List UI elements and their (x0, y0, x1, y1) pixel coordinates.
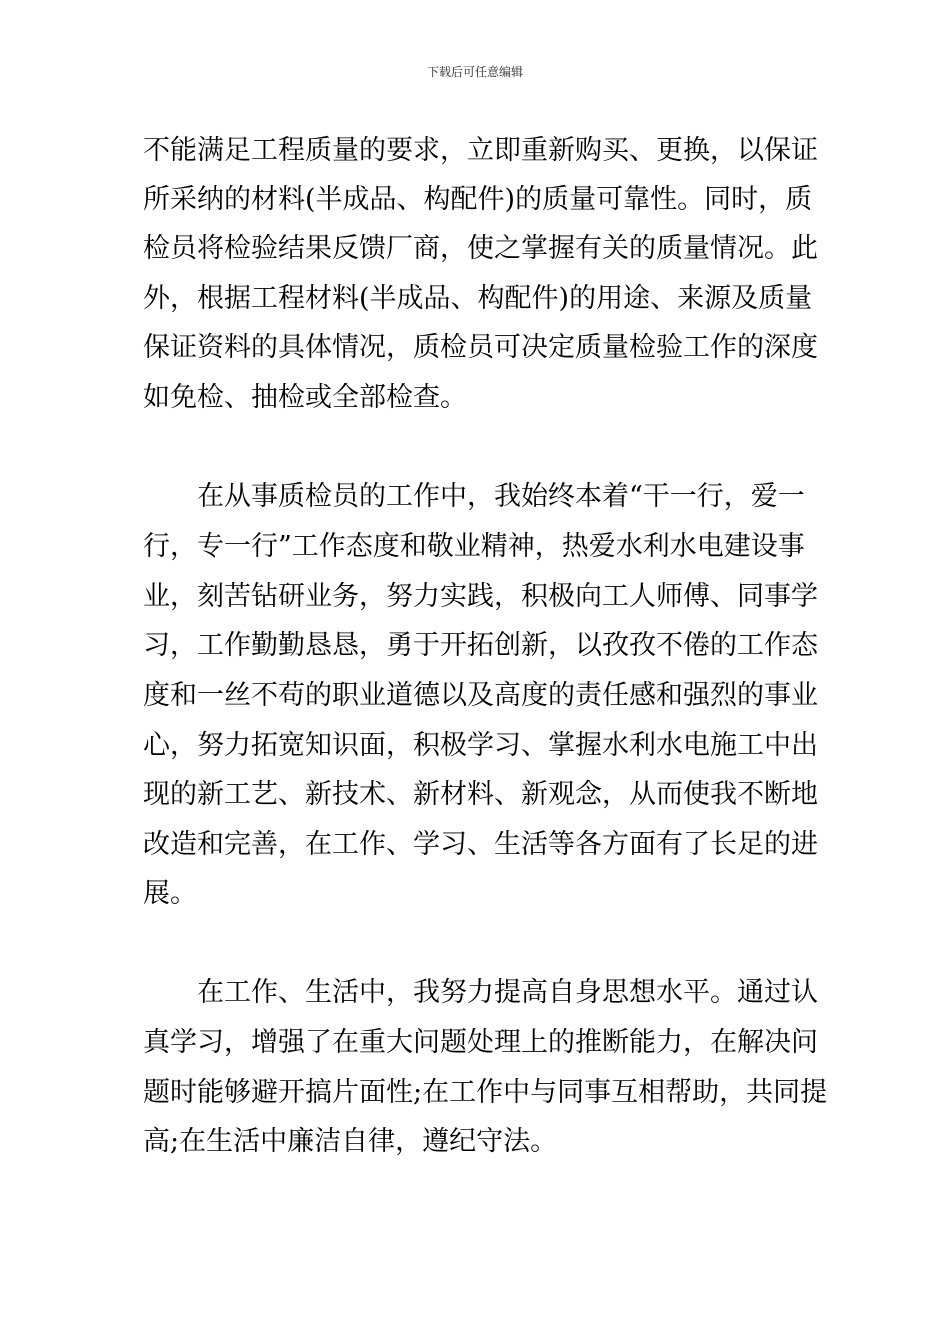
paragraph-2-line-1: 在从事质检员的工作中，我始终本着“干一行，爱一 (197, 481, 805, 512)
paragraph-1-line-5: 保证资料的具体情况，质检员可决定质量检验工作的深度 (143, 332, 818, 363)
paragraph-2-line-7: 现的新工艺、新技术、新材料、新观念，从而使我不断地 (143, 779, 818, 810)
paragraph-1-line-3: 检员将检验结果反馈厂商，使之掌握有关的质量情况。此 (143, 233, 818, 264)
paragraph-1-line-2: 所采纳的材料(半成品、构配件)的质量可靠性。同时，质 (143, 184, 813, 215)
paragraph-3-line-3: 题时能够避开搞片面性;在工作中与同事互相帮助，共同提 (143, 1077, 828, 1108)
page-header: 下载后可任意编辑 (426, 65, 523, 79)
paragraph-2-line-9: 展。 (143, 878, 197, 909)
paragraph-3-line-1: 在工作、生活中，我努力提高自身思想水平。通过认 (197, 977, 818, 1008)
paragraph-2-line-4: 习，工作勤勤恳恳，勇于开拓创新，以孜孜不倦的工作态 (143, 630, 818, 661)
paragraph-3-line-2: 真学习，增强了在重大问题处理上的推断能力，在解决问 (143, 1027, 818, 1058)
paragraph-2-line-5: 度和一丝不苟的职业道德以及高度的责任感和强烈的事业 (143, 680, 818, 711)
paragraph-2-line-8: 改造和完善，在工作、学习、生活等各方面有了长足的进 (143, 829, 818, 860)
paragraph-1-line-6: 如免检、抽检或全部检查。 (143, 382, 467, 413)
paragraph-2-line-6: 心，努力拓宽知识面，积极学习、掌握水利水电施工中出 (143, 730, 818, 761)
paragraph-1-line-4: 外，根据工程材料(半成品、构配件)的用途、来源及质量 (143, 283, 813, 314)
paragraph-3-line-4: 高;在生活中廉洁自律，遵纪守法。 (143, 1126, 558, 1157)
paragraph-1-line-1: 不能满足工程质量的要求，立即重新购买、更换，以保证 (143, 135, 818, 166)
paragraph-2-line-2: 行，专一行”工作态度和敬业精神，热爱水利水电建设事 (143, 531, 805, 562)
paragraph-2-line-3: 业，刻苦钻研业务，努力实践，积极向工人师傅、同事学 (143, 581, 818, 612)
